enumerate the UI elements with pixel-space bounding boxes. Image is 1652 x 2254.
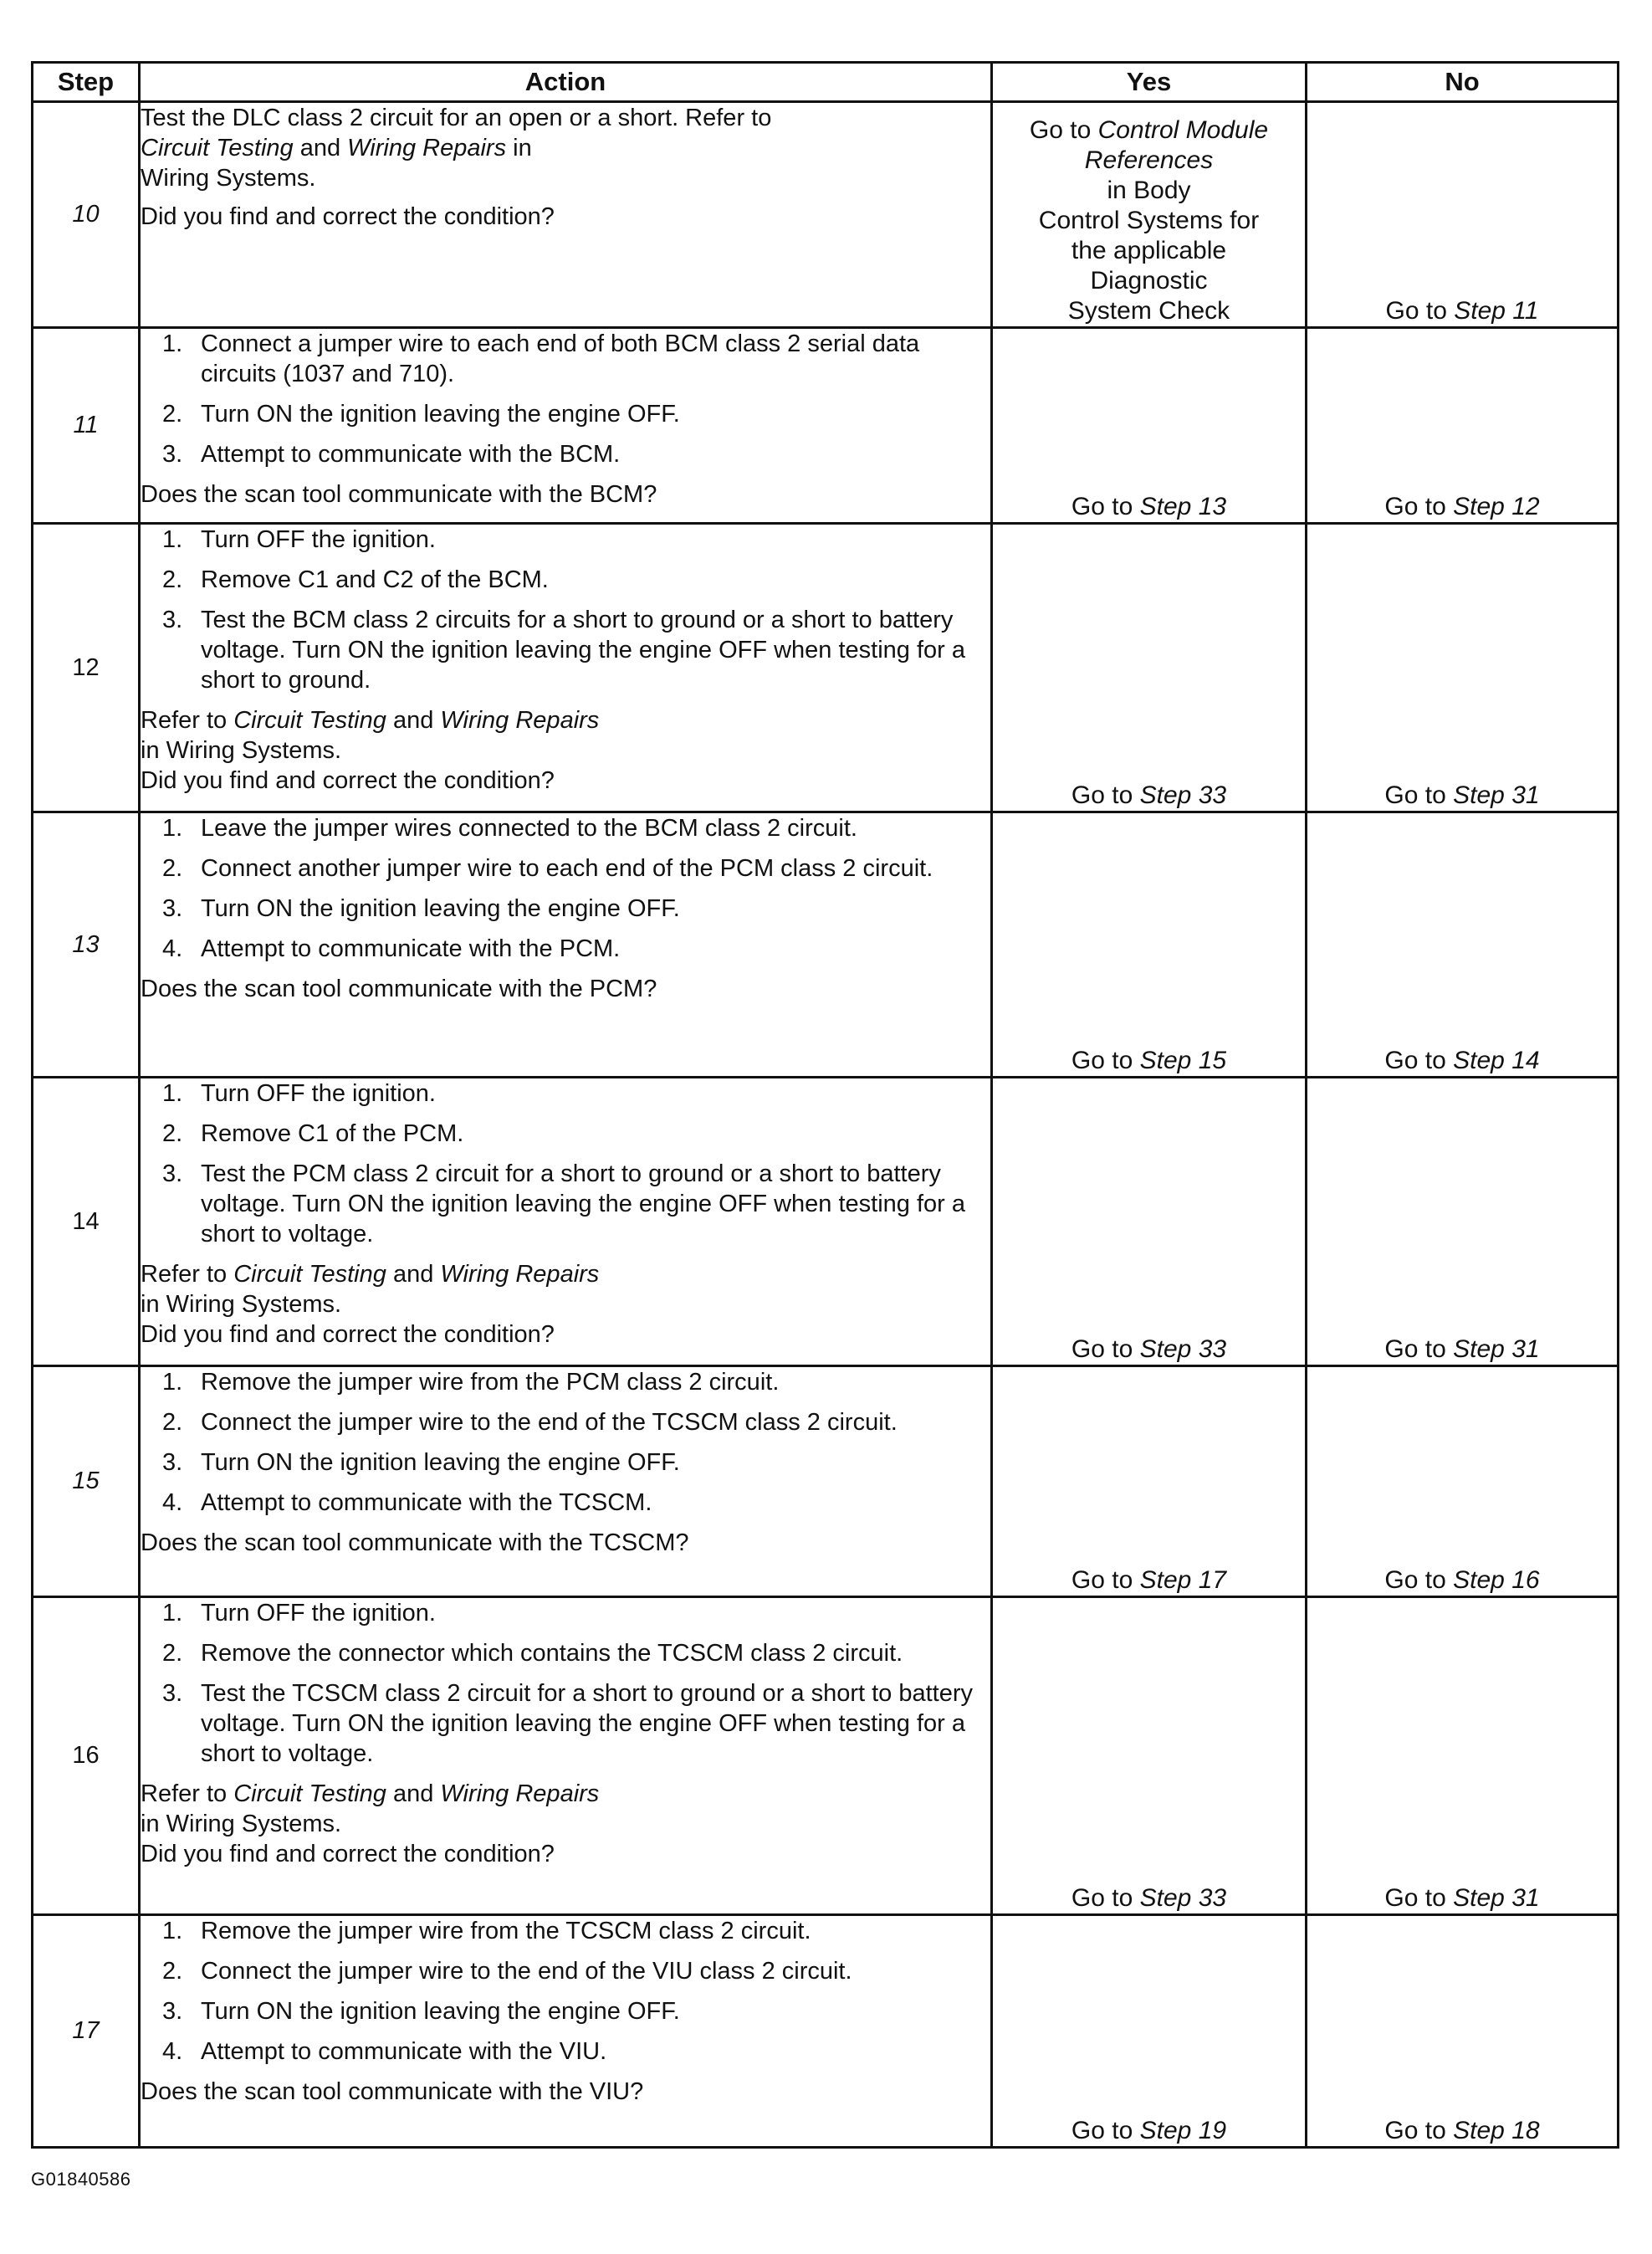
action-cell: [140, 524, 992, 812]
yes-line: [993, 115, 1305, 146]
action-step: [141, 1488, 990, 1518]
figure-code: G01840586: [31, 2169, 131, 2190]
step-link: Step 19: [1139, 2117, 1227, 2144]
action-steps: [141, 1916, 990, 2067]
step-item-number: 1.: [162, 526, 183, 553]
step-link: Step 14: [1453, 1047, 1540, 1074]
step-item-number: 3.: [162, 1998, 183, 2025]
step-link: Step 16: [1453, 1566, 1540, 1594]
step-item-text: Leave the jumper wires connected to the BCM class 2 circuit.: [201, 815, 857, 842]
step-link: Step 31: [1453, 1884, 1540, 1912]
action-steps: [141, 1598, 990, 1769]
action-step: [141, 605, 990, 695]
yes-cell: [992, 812, 1307, 1078]
step-item-text: Attempt to communicate with the VIU.: [201, 2038, 607, 2065]
action-step: [141, 399, 990, 429]
no-text: Go to: [1384, 1566, 1454, 1594]
action-cell: [140, 1366, 992, 1597]
step-item-text: Connect the jumper wire to the end of the TCSCM class 2 circuit.: [201, 1409, 898, 1436]
step-link: Step 18: [1453, 2117, 1540, 2144]
yes-cell: [992, 1366, 1307, 1597]
reference-circuit-testing: Circuit Testing: [233, 1261, 386, 1288]
no-text: Go to: [1384, 2117, 1454, 2144]
step-item-number: 1.: [162, 1600, 183, 1626]
action-step: [141, 1996, 990, 2026]
action-step: [141, 565, 990, 595]
yes-cell: [992, 1597, 1307, 1915]
action-cell: [140, 1915, 992, 2148]
step-item-number: 3.: [162, 1449, 183, 1476]
table-header: [33, 63, 1619, 102]
header-step: Step: [33, 63, 140, 102]
table-row-step-17: [33, 1915, 1619, 2148]
step-item-number: 2.: [162, 1409, 183, 1436]
table-row-step-13: [33, 812, 1619, 1078]
refer-text: Refer to: [141, 1261, 234, 1288]
yes-cell: [992, 102, 1307, 328]
step-link: Step 31: [1453, 1335, 1540, 1363]
action-question: Did you find and correct the condition?: [141, 1321, 555, 1348]
step-link: Step 33: [1139, 1335, 1227, 1363]
action-step: [141, 1447, 990, 1478]
step-item-text: Connect the jumper wire to the end of the VIU class 2 circuit.: [201, 1958, 852, 1985]
no-cell: [1307, 102, 1619, 328]
step-link: Step 11: [1454, 297, 1539, 325]
yes-line: in Body: [1107, 177, 1191, 204]
action-step: [141, 1407, 990, 1437]
step-item-text: Attempt to communicate with the PCM.: [201, 935, 621, 962]
action-step: [141, 1119, 990, 1149]
refer-line: in Wiring Systems.: [141, 1291, 342, 1318]
step-item-text: Turn ON the ignition leaving the engine OFF.: [201, 401, 680, 428]
yes-cell: [992, 328, 1307, 524]
step-item-number: 1.: [162, 1080, 183, 1107]
action-step: [141, 934, 990, 964]
action-cell: [140, 102, 992, 328]
step-link: Step 17: [1139, 1566, 1227, 1594]
action-cell: [140, 1078, 992, 1366]
refer-text: and: [386, 1780, 441, 1807]
refer-text: Refer to: [141, 707, 234, 734]
step-link: Step 31: [1453, 781, 1540, 809]
action-step: [141, 439, 990, 469]
yes-text: Go to: [1071, 2117, 1140, 2144]
no-cell: [1307, 1597, 1619, 1915]
step-item-text: Test the PCM class 2 circuit for a short to ground or a short to battery voltage. Turn ON the ignition leaving the engine OFF when testing for a short to voltage.: [201, 1160, 966, 1247]
step-item-number: 3.: [162, 607, 183, 633]
action-step: [141, 894, 990, 924]
action-step: [141, 2036, 990, 2067]
step-item-text: Turn ON the ignition leaving the engine OFF.: [201, 895, 680, 922]
step-item-number: 4.: [162, 2038, 183, 2065]
step-item-text: Remove C1 and C2 of the BCM.: [201, 566, 549, 593]
action-question: Does the scan tool communicate with the BCM?: [141, 481, 657, 508]
step-number: 17: [33, 1915, 140, 2148]
refer-line: [141, 1259, 990, 1289]
step-item-number: 4.: [162, 1489, 183, 1516]
reference-circuit-testing: Circuit Testing: [233, 1780, 386, 1807]
step-item-text: Attempt to communicate with the BCM.: [201, 441, 621, 468]
reference-references: References: [1084, 146, 1214, 174]
step-item-text: Remove the jumper wire from the PCM class 2 circuit.: [201, 1369, 780, 1396]
action-question: Did you find and correct the condition?: [141, 1841, 555, 1867]
action-line: Wiring Systems.: [141, 165, 316, 192]
action-question: Does the scan tool communicate with the VIU?: [141, 2078, 644, 2105]
no-text: Go to: [1384, 493, 1454, 520]
reference-circuit-testing: Circuit Testing: [233, 707, 386, 734]
step-item-text: Test the TCSCM class 2 circuit for a short to ground or a short to battery voltage. Turn ON the ignition leaving the engine OFF when testing for a short to voltage.: [201, 1680, 974, 1767]
step-number: 13: [33, 812, 140, 1078]
step-link: Step 33: [1139, 781, 1227, 809]
step-item-text: Attempt to communicate with the TCSCM.: [201, 1489, 652, 1516]
action-step: [141, 1598, 990, 1628]
action-steps: [141, 329, 990, 469]
reference-circuit-testing: Circuit Testing: [141, 135, 294, 161]
step-item-number: 3.: [162, 441, 183, 468]
action-cell: [140, 812, 992, 1078]
yes-text: Go to: [1071, 1335, 1140, 1363]
step-item-number: 2.: [162, 1120, 183, 1147]
step-item-number: 1.: [162, 1918, 183, 1944]
no-cell: [1307, 1915, 1619, 2148]
step-item-text: Remove the connector which contains the TCSCM class 2 circuit.: [201, 1640, 903, 1667]
step-item-text: Turn OFF the ignition.: [201, 1600, 436, 1626]
table-row-step-11: [33, 328, 1619, 524]
step-item-number: 2.: [162, 1640, 183, 1667]
action-steps: [141, 1078, 990, 1249]
yes-text: Go to: [1029, 116, 1098, 144]
table-row-step-10: [33, 102, 1619, 328]
yes-line: System Check: [1067, 297, 1230, 325]
refer-line: [141, 1779, 990, 1809]
step-item-text: Connect another jumper wire to each end of the PCM class 2 circuit.: [201, 855, 933, 882]
reference-control-module: Control Module: [1097, 116, 1269, 144]
action-steps: [141, 1367, 990, 1518]
yes-cell: [992, 1915, 1307, 2148]
no-text: Go to: [1384, 1047, 1454, 1074]
no-cell: [1307, 524, 1619, 812]
action-step: [141, 853, 990, 884]
step-link: Step 15: [1139, 1047, 1227, 1074]
action-cell: [140, 328, 992, 524]
no-cell: [1307, 328, 1619, 524]
action-step: [141, 1638, 990, 1668]
step-item-number: 4.: [162, 935, 183, 962]
step-number: 15: [33, 1366, 140, 1597]
step-item-text: Turn OFF the ignition.: [201, 1080, 436, 1107]
yes-text: Go to: [1071, 1884, 1140, 1912]
refer-text: Refer to: [141, 1780, 234, 1807]
step-number: 11: [33, 328, 140, 524]
step-item-text: Remove the jumper wire from the TCSCM class 2 circuit.: [201, 1918, 811, 1944]
step-item-number: 2.: [162, 855, 183, 882]
table-row-step-12: [33, 524, 1619, 812]
reference-wiring-repairs: Wiring Repairs: [440, 707, 600, 734]
yes-text: Go to: [1071, 1566, 1140, 1594]
step-item-number: 2.: [162, 566, 183, 593]
table-row-step-16: [33, 1597, 1619, 1915]
action-question: Does the scan tool communicate with the PCM?: [141, 976, 657, 1002]
step-item-number: 2.: [162, 1958, 183, 1985]
action-cell: [140, 1597, 992, 1915]
step-item-text: Turn OFF the ignition.: [201, 526, 436, 553]
step-item-text: Connect a jumper wire to each end of both BCM class 2 serial data circuits (1037 and 710).: [201, 330, 920, 387]
step-item-number: 1.: [162, 1369, 183, 1396]
step-item-number: 3.: [162, 895, 183, 922]
diagnostic-table: [31, 61, 1619, 2149]
reference-wiring-repairs: Wiring Repairs: [347, 135, 507, 161]
step-number: 16: [33, 1597, 140, 1915]
action-text: in: [506, 135, 532, 161]
yes-text: Go to: [1071, 1047, 1140, 1074]
no-text: Go to: [1384, 1335, 1454, 1363]
refer-text: and: [386, 1261, 441, 1288]
table-row-step-15: [33, 1366, 1619, 1597]
step-item-number: 1.: [162, 815, 183, 842]
refer-text: and: [386, 707, 441, 734]
action-step: [141, 1367, 990, 1397]
action-step: [141, 1078, 990, 1109]
action-text: and: [293, 135, 348, 161]
yes-cell: [992, 524, 1307, 812]
step-link: Step 33: [1139, 1884, 1227, 1912]
no-text: Go to: [1384, 781, 1454, 809]
action-question: Does the scan tool communicate with the TCSCM?: [141, 1529, 689, 1556]
step-item-number: 3.: [162, 1160, 183, 1187]
no-cell: [1307, 1078, 1619, 1366]
step-item-text: Test the BCM class 2 circuits for a short to ground or a short to battery voltage. Turn ON the ignition leaving the engine OFF when testing for a short to ground.: [201, 607, 966, 694]
action-step: [141, 329, 990, 389]
action-step: [141, 1159, 990, 1249]
no-text: Go to: [1385, 297, 1455, 325]
action-step: [141, 525, 990, 555]
table-row-step-14: [33, 1078, 1619, 1366]
step-item-number: 3.: [162, 1680, 183, 1707]
action-steps: [141, 525, 990, 695]
yes-line: Control Systems for: [1038, 207, 1260, 234]
step-item-text: Turn ON the ignition leaving the engine OFF.: [201, 1449, 680, 1476]
step-link: Step 13: [1139, 493, 1227, 520]
step-item-number: 2.: [162, 401, 183, 428]
no-cell: [1307, 812, 1619, 1078]
action-line: Test the DLC class 2 circuit for an open or a short. Refer to: [141, 105, 772, 131]
step-item-text: Remove C1 of the PCM.: [201, 1120, 464, 1147]
refer-line: [141, 705, 990, 735]
step-number: 14: [33, 1078, 140, 1366]
action-question: Did you find and correct the condition?: [141, 203, 555, 230]
header-yes: Yes: [992, 63, 1307, 102]
action-question: Did you find and correct the condition?: [141, 767, 555, 794]
step-link: Step 12: [1453, 493, 1540, 520]
action-line: [141, 133, 990, 163]
header-no: No: [1307, 63, 1619, 102]
step-item-text: Turn ON the ignition leaving the engine OFF.: [201, 1998, 680, 2025]
yes-cell: [992, 1078, 1307, 1366]
step-number: 10: [33, 102, 140, 328]
no-text: Go to: [1384, 1884, 1454, 1912]
reference-wiring-repairs: Wiring Repairs: [440, 1780, 600, 1807]
yes-line: Diagnostic: [1090, 267, 1208, 295]
yes-line: the applicable: [1071, 237, 1227, 264]
action-steps: [141, 813, 990, 964]
yes-text: Go to: [1071, 493, 1140, 520]
header-row: [33, 63, 1619, 102]
action-step: [141, 813, 990, 843]
action-step: [141, 1956, 990, 1986]
no-cell: [1307, 1366, 1619, 1597]
reference-wiring-repairs: Wiring Repairs: [440, 1261, 600, 1288]
step-item-number: 1.: [162, 330, 183, 357]
header-action: Action: [140, 63, 992, 102]
action-step: [141, 1916, 990, 1946]
step-number: 12: [33, 524, 140, 812]
action-step: [141, 1678, 990, 1769]
refer-line: in Wiring Systems.: [141, 737, 342, 764]
yes-text: Go to: [1071, 781, 1140, 809]
refer-line: in Wiring Systems.: [141, 1811, 342, 1837]
